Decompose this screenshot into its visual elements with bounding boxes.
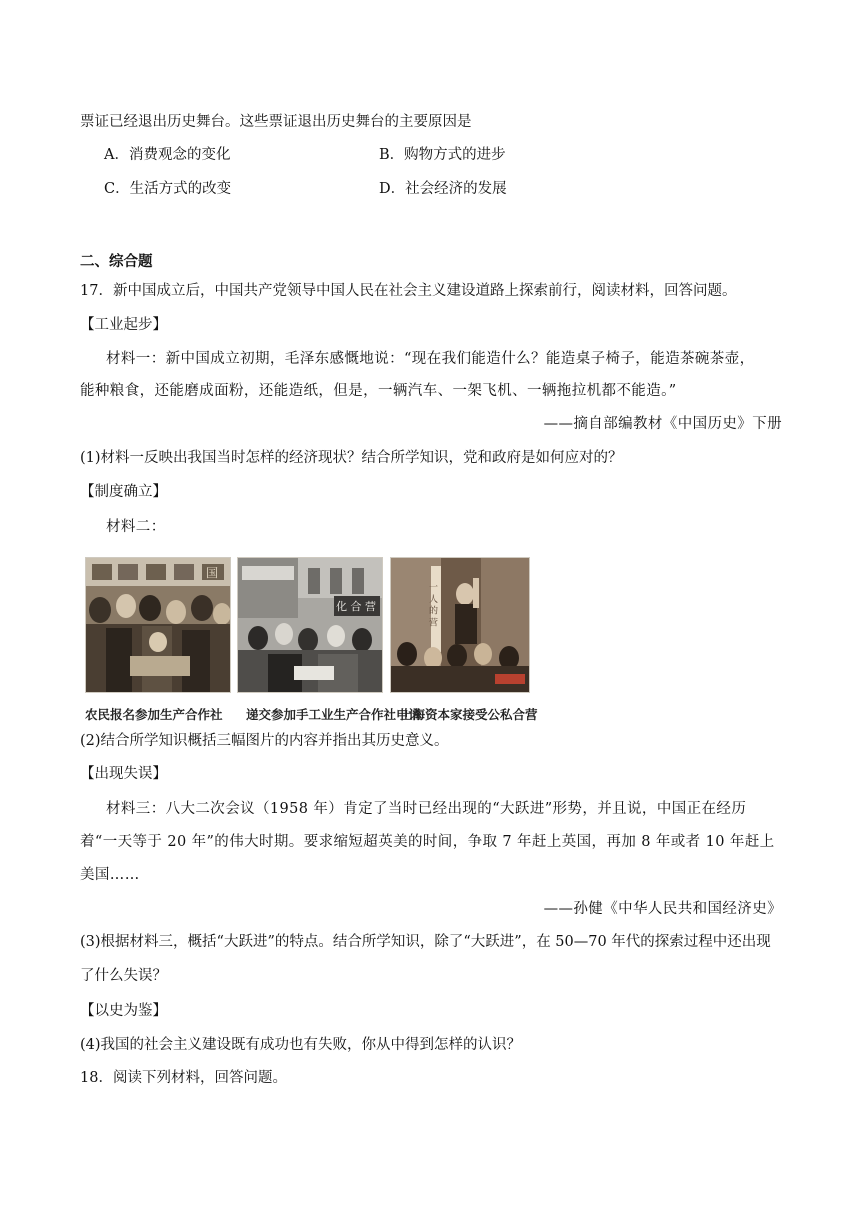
q16-option-b: B．购物方式的进步 — [379, 147, 506, 163]
q18-stem: 18．阅读下列材料，回答问题。 — [80, 1070, 287, 1086]
q16-option-d: D．社会经济的发展 — [379, 181, 507, 197]
photo-caption-1: 农民报名参加生产合作社 — [85, 707, 223, 722]
question-1: (1)材料一反映出我国当时怎样的经济现状？结合所学知识，党和政府是如何应对的？ — [80, 450, 623, 466]
heading-system-established: 【制度确立】 — [80, 484, 167, 500]
photo-handicraft-cooperative — [237, 557, 383, 693]
heading-industry-start: 【工业起步】 — [80, 317, 167, 333]
q16-option-a: A．消费观念的变化 — [104, 147, 231, 163]
question-3-line-2: 了什么失误？ — [80, 968, 167, 984]
q16-option-c: C．生活方式的改变 — [104, 181, 232, 197]
photo-shanghai-joint-venture — [390, 557, 530, 693]
material-1-source: ——摘自部编教材《中国历史》下册 — [543, 416, 782, 432]
section-title: 二、综合题 — [80, 253, 153, 270]
material-3-source: ——孙健《中华人民共和国经济史》 — [543, 901, 782, 917]
q16-stem-tail: 票证已经退出历史舞台。这些票证退出历史舞台的主要原因是 — [80, 114, 472, 130]
question-2: (2)结合所学知识概括三幅图片的内容并指出其历史意义。 — [80, 733, 449, 749]
material-2-label: 材料二： — [106, 519, 166, 535]
material-3-line-2: 着“一天等于 20 年”的伟大时期。要求缩短超英美的时间，争取 7 年赶上英国，再加 8 年或者 10 年赶上 — [80, 834, 775, 850]
photo-1-sign: 国 — [206, 566, 219, 580]
material-1-line-2: 能种粮食，还能磨成面粉，还能造纸，但是，一辆汽车、一架飞机、一辆拖拉机都不能造。” — [80, 383, 677, 399]
heading-mistakes: 【出现失误】 — [80, 766, 167, 782]
q17-stem: 17．新中国成立后，中国共产党领导中国人民在社会主义建设道路上探索前行，阅读材料，回答问题。 — [80, 283, 737, 299]
material-3-line-3: 美国…… — [80, 867, 140, 883]
photo-caption-2: 递交参加手工业生产合作社申请 — [246, 707, 422, 722]
photo-farmers-cooperative — [85, 557, 231, 693]
heading-lessons: 【以史为鉴】 — [80, 1003, 167, 1019]
material-3-line-1: 材料三：八大二次会议（1958 年）肯定了当时已经出现的“大跃进”形势，并且说，中国正在经历 — [106, 801, 747, 817]
photo-caption-3: 上海资本家接受公私合营 — [400, 707, 538, 722]
photo-2-banner: 化 合 营 — [336, 600, 376, 613]
question-4: (4)我国的社会主义建设既有成功也有失败，你从中得到怎样的认识？ — [80, 1037, 522, 1053]
photo-3-sign: 一 人 的 营 — [427, 582, 437, 627]
material-1-line-1: 材料一：新中国成立初期，毛泽东感慨地说：“现在我们能造什么？能造桌子椅子，能造茶碗茶壶， — [106, 351, 755, 367]
question-3-line-1: (3)根据材料三，概括“大跃进”的特点。结合所学知识，除了“大跃进”，在 50—70 年代的探索过程中还出现 — [80, 934, 771, 950]
